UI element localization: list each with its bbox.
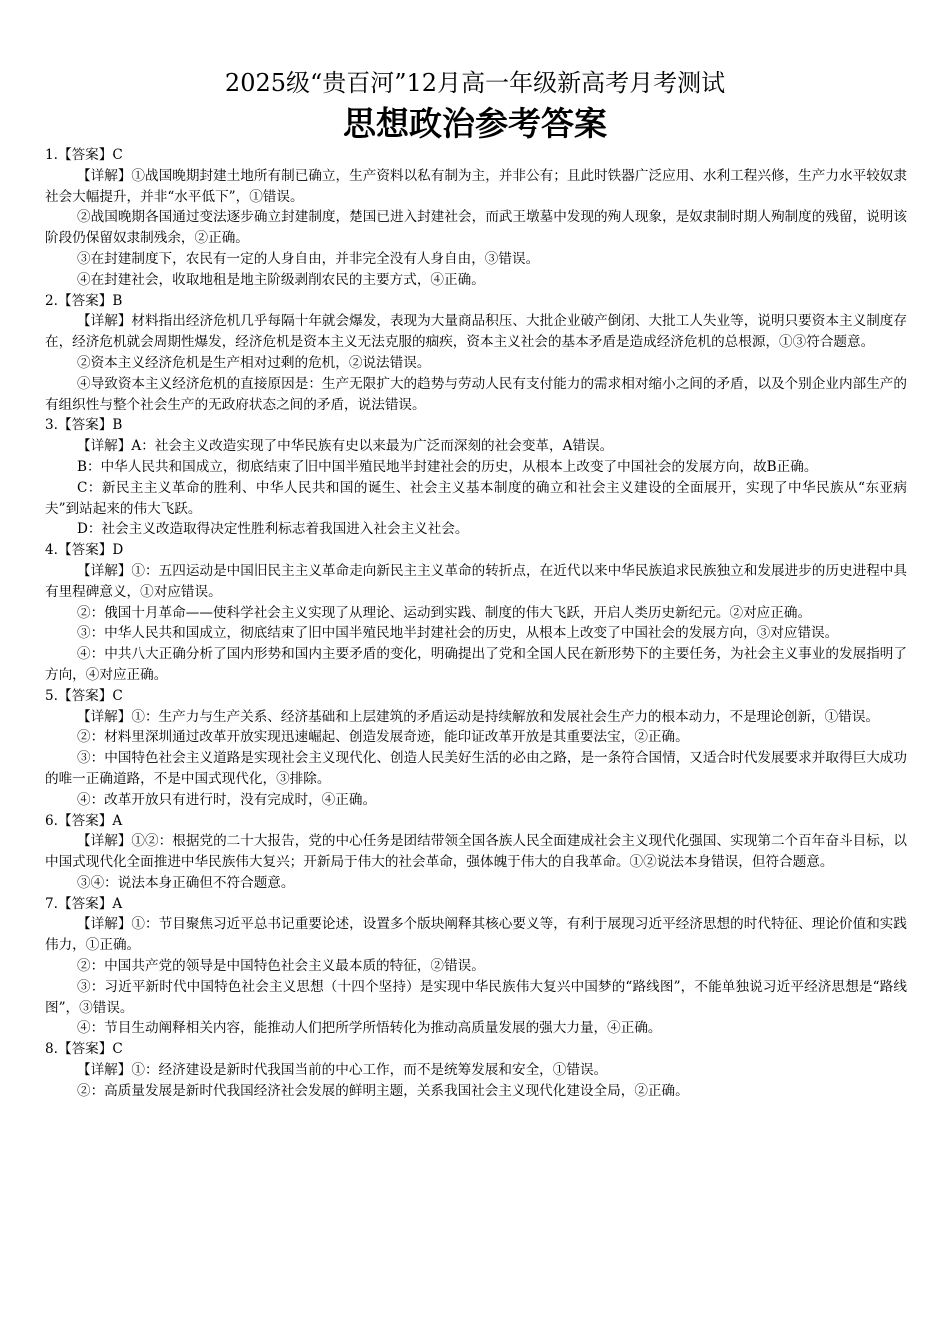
explanation-paragraph: 【详解】①：节目聚焦习近平总书记重要论述，设置多个版块阐释其核心要义等，有利于展现习近平经济思想的时代特征、理论价值和实践伟力，①正确。 — [45, 916, 907, 954]
explanation-paragraph: C：新民主主义革命的胜利、中华人民共和国的诞生、社会主义基本制度的确立和社会主义建设的全面展开，实现了中华民族从“东亚病夫”到站起来的伟大飞跃。 — [45, 479, 907, 517]
explanation-paragraph: 【详解】A：社会主义改造实现了中华民族有史以来最为广泛而深刻的社会变革，A错误。 — [77, 438, 614, 455]
explanation-paragraph: ②：高质量发展是新时代我国经济社会发展的鲜明主题，关系我国社会主义现代化建设全局，②正确。 — [77, 1082, 689, 1099]
explanation-paragraph: ③④：说法本身正确但不符合题意。 — [77, 874, 295, 891]
explanation-paragraph: ③：中华人民共和国成立，彻底结束了旧中国半殖民地半封建社会的历史，从根本上改变了中国社会的发展方向，③对应错误。 — [77, 625, 839, 642]
explanation-paragraph: 【详解】①：经济建设是新时代我国当前的中心工作，而不是统筹发展和安全，①错误。 — [77, 1062, 608, 1079]
explanation-paragraph: ②：材料里深圳通过改革开放实现迅速崛起、创造发展奇迹，能印证改革开放是其重要法宝，②正确。 — [77, 729, 689, 746]
answer-line: 3.【答案】B — [45, 417, 123, 434]
explanation-paragraph: ④：节目生动阐释相关内容，能推动人们把所学所悟转化为推动高质量发展的强大力量，④正确。 — [77, 1020, 662, 1037]
explanation-paragraph: ③：习近平新时代中国特色社会主义思想（十四个坚持）是实现中华民族伟大复兴中国梦的“路线图”，不能单独说习近平经济思想是“路线图”，③错误。 — [45, 978, 907, 1016]
explanation-paragraph: B：中华人民共和国成立，彻底结束了旧中国半殖民地半封建社会的历史，从根本上改变了中国社会的发展方向，故B正确。 — [77, 458, 818, 475]
explanation-paragraph: ②战国晚期各国通过变法逐步确立封建制度，楚国已进入封建社会，而武王墩墓中发现的殉人现象，是奴隶制时期人殉制度的残留，说明该阶段仍保留奴隶制残余，②正确。 — [45, 209, 907, 247]
explanation-paragraph: ③在封建制度下，农民有一定的人身自由，并非完全没有人身自由，③错误。 — [77, 250, 540, 267]
answer-line: 6.【答案】A — [45, 812, 123, 829]
explanation-paragraph: 【详解】①②：根据党的二十大报告，党的中心任务是团结带领全国各族人民全面建成社会主义现代化强国、实现第二个百年奋斗目标，以中国式现代化全面推进中华民族伟大复兴；开新局于伟大的社会革命，强体魄于伟大的自我革命。①②说法本身错误，但符合题意。 — [45, 833, 907, 871]
answer-line: 7.【答案】A — [45, 895, 123, 912]
answer-line: 1.【答案】C — [45, 147, 123, 163]
explanation-paragraph: ②资本主义经济危机是生产相对过剩的危机，②说法错误。 — [77, 354, 431, 371]
explanation-paragraph: 【详解】①：五四运动是中国旧民主主义革命走向新民主主义革命的转折点，在近代以来中华民族追求民族独立和发展进步的历史进程中具有里程碑意义，①对应错误。 — [45, 562, 907, 600]
explanation-paragraph: ④：中共八大正确分析了国内形势和国内主要矛盾的变化，明确提出了党和全国人民在新形势下的主要任务，为社会主义事业的发展指明了方向，④对应正确。 — [45, 646, 907, 683]
explanation-paragraph: ③：中国特色社会主义道路是实现社会主义现代化、创造人民美好生活的必由之路，是一条符合国情，又适合时代发展要求并取得巨大成功的唯一正确道路，不是中国式现代化，③排除。 — [45, 750, 907, 787]
explanation-paragraph: 【详解】材料指出经济危机几乎每隔十年就会爆发，表现为大量商品积压、大批企业破产倒闭、大批工人失业等，说明只要资本主义制度存在，经济危机就会周期性爆发，经济危机是资本主义无法克服的痼疾，资本主义社会的基本矛盾是造成经济危机的总根源，①③符合题意。 — [45, 313, 907, 351]
document-subtitle: 思想政治参考答案 — [343, 104, 607, 143]
explanation-paragraph: ④：改革开放只有进行时，没有完成时，④正确。 — [77, 791, 377, 808]
answer-list — [45, 145, 907, 1102]
explanation-paragraph: ②：俄国十月革命——使科学社会主义实现了从理论、运动到实践、制度的伟大飞跃，开启人类历史新纪元。②对应正确。 — [77, 604, 812, 621]
explanation-paragraph: ④导致资本主义经济危机的直接原因是：生产无限扩大的趋势与劳动人民有支付能力的需求相对缩小之间的矛盾，以及个别企业内部生产的有组织性与整个社会生产的无政府状态之间的矛盾，说法错误。 — [45, 375, 907, 413]
answer-line: 2.【答案】B — [45, 292, 123, 309]
explanation-paragraph: ②：中国共产党的领导是中国特色社会主义最本质的特征，②错误。 — [77, 958, 485, 975]
answer-line: 5.【答案】C — [45, 687, 123, 704]
answer-line: 4.【答案】D — [45, 542, 124, 559]
answer-line: 8.【答案】C — [45, 1041, 123, 1058]
explanation-paragraph: ④在封建社会，收取地租是地主阶级剥削农民的主要方式，④正确。 — [77, 271, 485, 288]
explanation-paragraph: D：社会主义改造取得决定性胜利标志着我国进入社会主义社会。 — [77, 521, 469, 538]
exam-title: 2025级“贵百河”12月高一年级新高考月考测试 — [224, 69, 726, 97]
explanation-paragraph: 【详解】①战国晚期封建土地所有制已确立，生产资料以私有制为主，并非公有；且此时铁器广泛应用、水利工程兴修，生产力水平较奴隶社会大幅提升，并非“水平低下”，①错误。 — [45, 167, 907, 205]
explanation-paragraph: 【详解】①：生产力与生产关系、经济基础和上层建筑的矛盾运动是持续解放和发展社会生产力的根本动力，不是理论创新，①错误。 — [77, 708, 880, 725]
